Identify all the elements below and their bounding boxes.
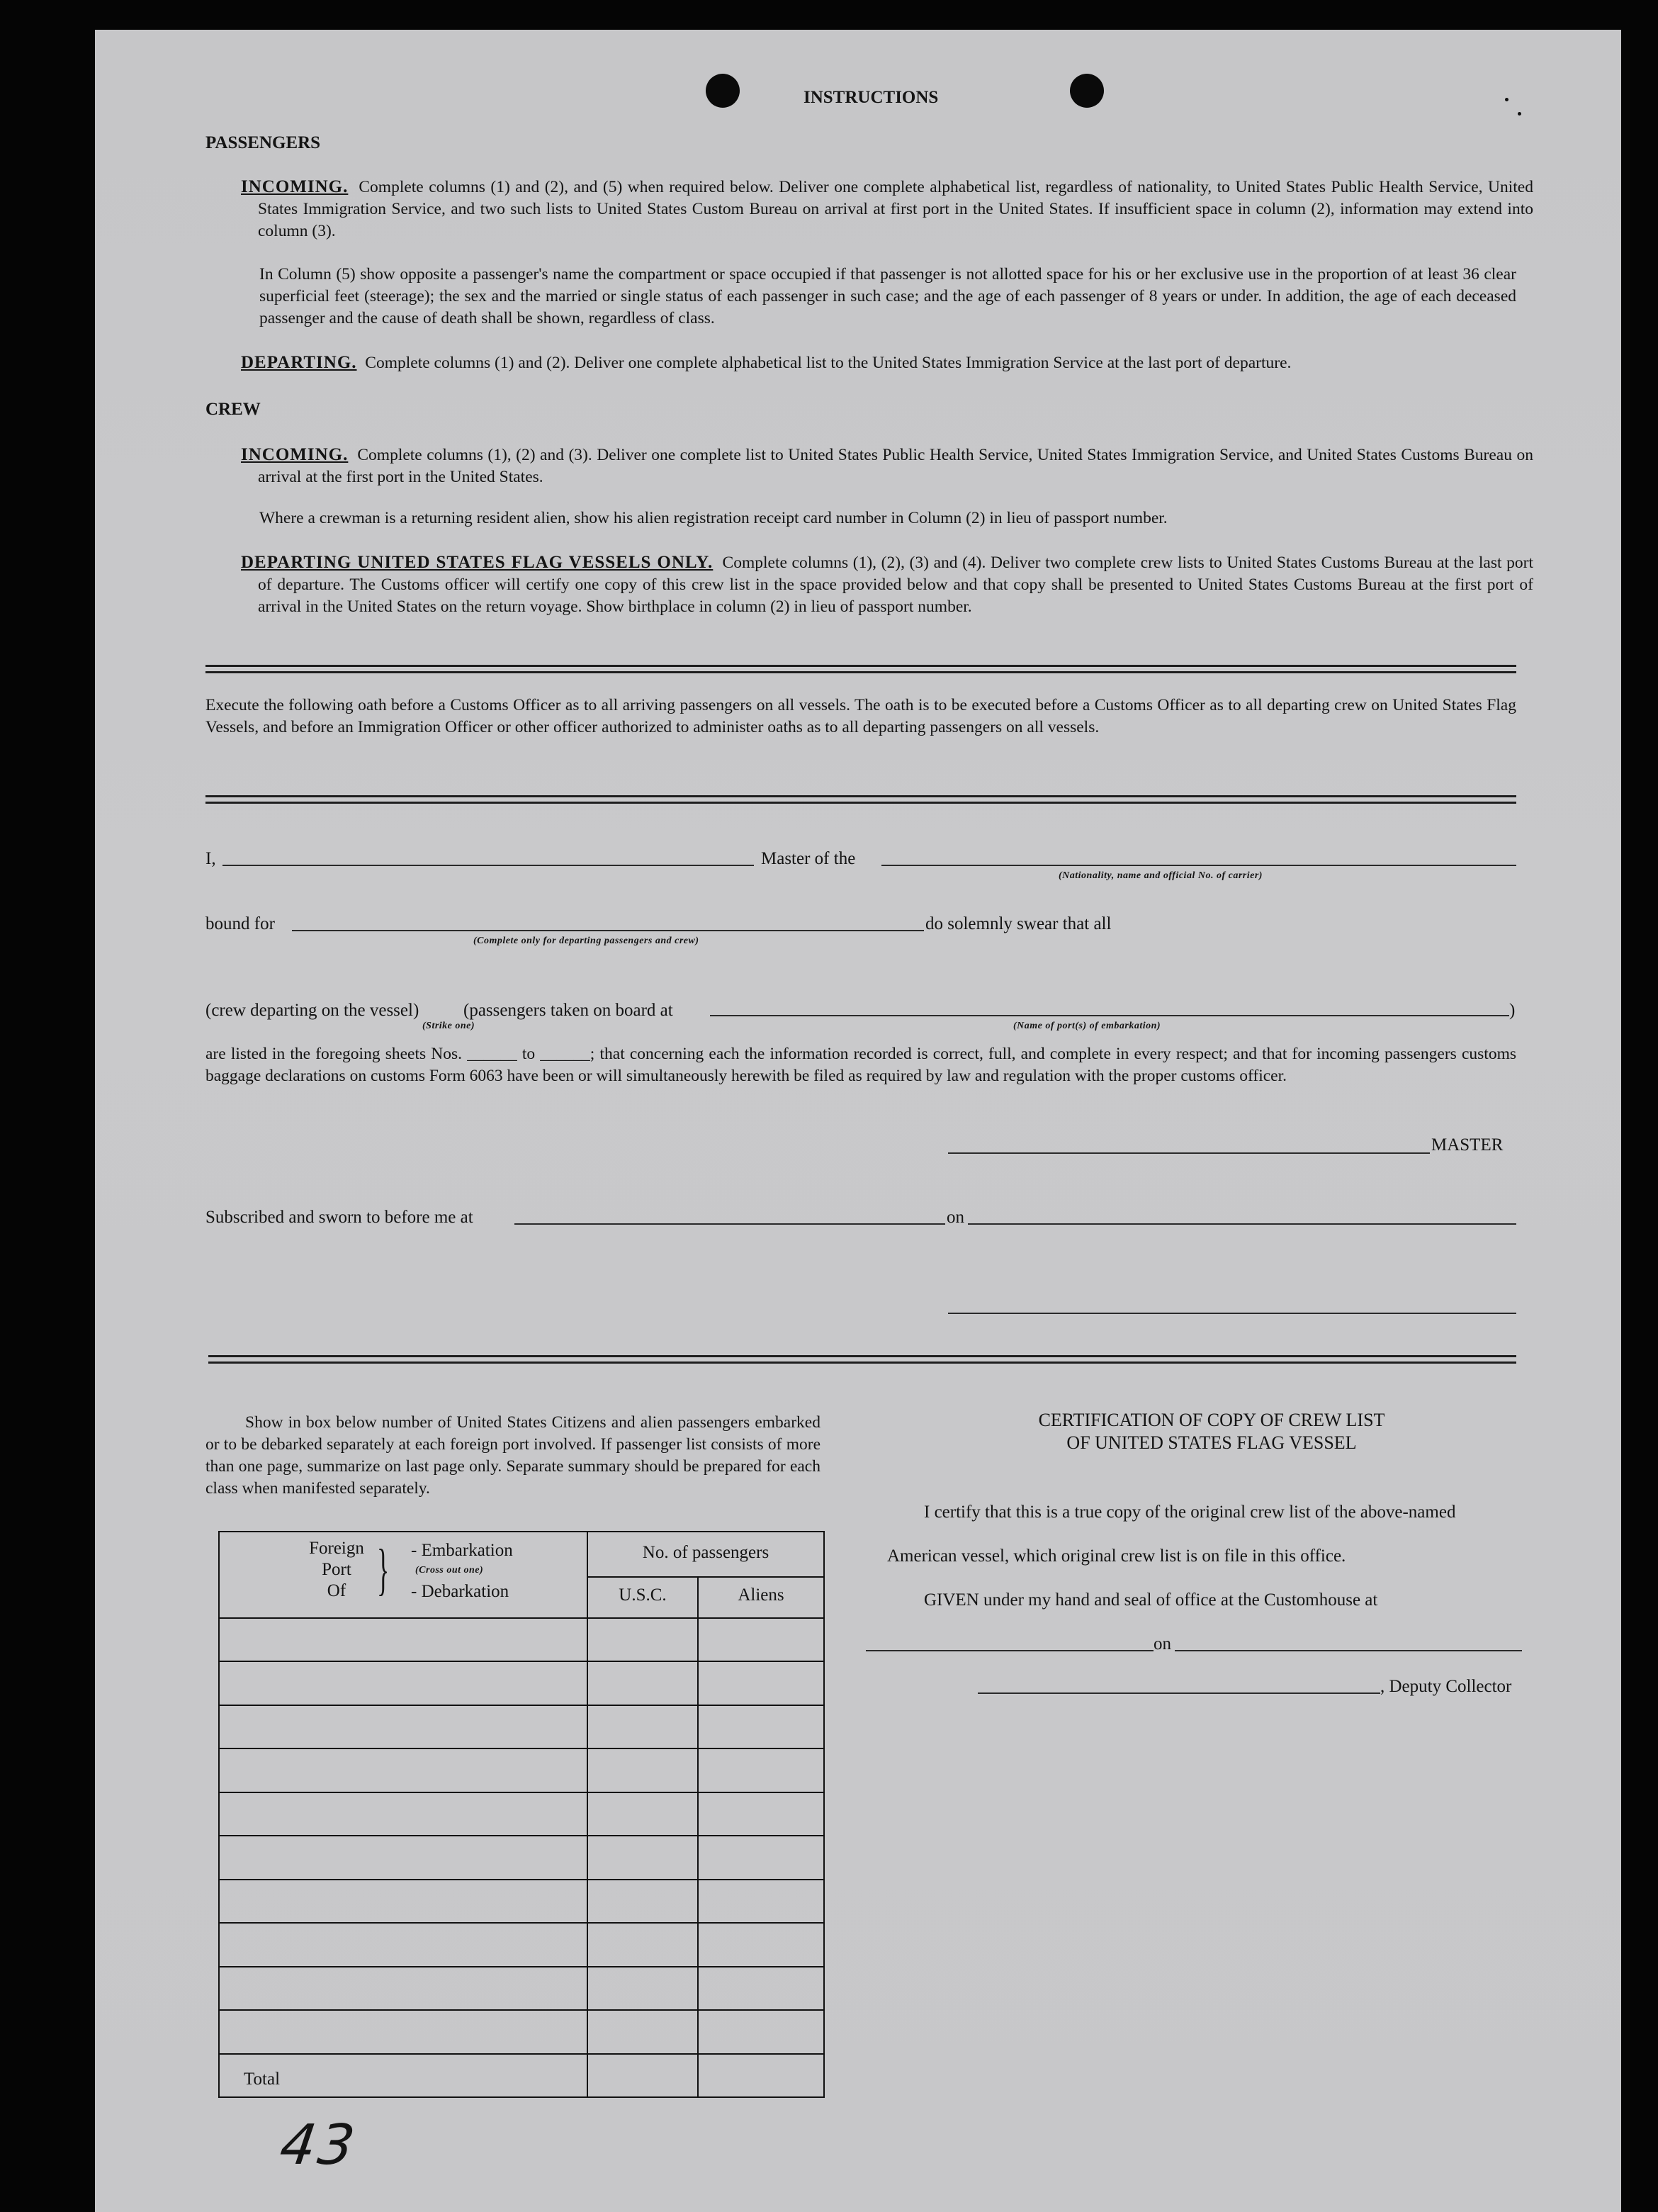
table-row[interactable] xyxy=(220,1792,823,1835)
speck xyxy=(1518,112,1521,116)
table-row[interactable] xyxy=(220,1661,823,1704)
nationality-caption: (Nationality, name and official No. of carrier) xyxy=(1059,870,1263,881)
master-signature-line[interactable] xyxy=(948,1152,1430,1154)
table-row[interactable] xyxy=(220,1835,823,1878)
cert-line2: American vessel, which original crew list is on file in this office. xyxy=(887,1546,1346,1566)
cert-line1: I certify that this is a true copy of the original crew list of the above-named xyxy=(924,1503,1456,1522)
cert-line3: GIVEN under my hand and seal of office at the Customhouse at xyxy=(924,1590,1378,1610)
cert-place-line[interactable] xyxy=(866,1650,1154,1651)
crew-incoming-paragraph xyxy=(241,444,1533,488)
punch-hole-left xyxy=(706,74,740,108)
form-page xyxy=(95,30,1621,2212)
summary-instructions: Show in box below number of United States Citizens and alien passengers embarked or to be debarked separately at each foreign port involved. If passenger list consists of more than one page, summarize on last page only. Separate summary should be prepared for each class when manifested separately. xyxy=(205,1413,820,1498)
cert-title-line1: CERTIFICATION OF COPY OF CREW LIST xyxy=(1038,1410,1385,1430)
master-name-line[interactable] xyxy=(222,865,754,866)
passengers-incoming-text: Complete columns (1) and (2), and (5) when required below. Deliver one complete alphabetical list, regardless of nationality, to United States Public Health Service, United States Immigration Service, and two such lists to United States Custom Bureau on arrival at first port in the United States. If insufficient space in column (2), information may extend into column (3). xyxy=(258,178,1533,240)
port-caption: (Name of port(s) of embarkation) xyxy=(1013,1021,1161,1031)
double-rule xyxy=(208,1355,1516,1364)
page-title: INSTRUCTIONS xyxy=(803,88,939,107)
col-aliens: Aliens xyxy=(738,1585,784,1605)
total-label: Total xyxy=(244,2070,281,2089)
table-row[interactable] xyxy=(220,2053,823,2096)
table-row[interactable] xyxy=(220,1879,823,1922)
col-usc: U.S.C. xyxy=(619,1585,667,1605)
punch-hole-right xyxy=(1070,74,1104,108)
table-row[interactable] xyxy=(220,1966,823,2009)
strike-one-caption: (Strike one) xyxy=(422,1021,475,1031)
brace-icon: } xyxy=(377,1539,390,1601)
crew-incoming-label: INCOMING. xyxy=(241,445,349,464)
master-of-label: Master of the xyxy=(761,849,856,868)
col-port: Port xyxy=(322,1560,351,1579)
on-label: on xyxy=(947,1208,964,1227)
close-paren: ) xyxy=(1509,1001,1516,1020)
passengers-incoming-paragraph xyxy=(241,176,1533,242)
carrier-line[interactable] xyxy=(881,865,1516,866)
passengers-departing-paragraph xyxy=(241,352,1516,374)
table-row[interactable] xyxy=(220,1922,823,1965)
oath-listed-paragraph: are listed in the foregoing sheets Nos. ______ to ______; that concerning each the information recorded is correct, full, and complete in every respect; and that for incoming passengers customs baggage declarations on customs Form 6063 have been or will simultaneously herewith be filed as required by law and regulation with the proper customs officer. xyxy=(205,1045,1516,1085)
deputy-signature-line[interactable] xyxy=(978,1692,1380,1694)
cert-date-line[interactable] xyxy=(1175,1650,1522,1651)
passengers-incoming-label: INCOMING. xyxy=(241,177,349,196)
summary-table xyxy=(218,1531,825,2098)
col-passengers: No. of passengers xyxy=(642,1543,769,1562)
sworn-date-line[interactable] xyxy=(968,1223,1516,1225)
bound-for-line[interactable] xyxy=(292,930,924,931)
crew-heading: CREW xyxy=(205,400,261,419)
complete-only-caption: (Complete only for departing passengers and crew) xyxy=(473,936,699,946)
subscribed-label: Subscribed and sworn to before me at xyxy=(205,1208,473,1227)
col-foreign: Foreign xyxy=(309,1539,364,1558)
master-label: MASTER xyxy=(1431,1135,1504,1155)
bound-for-label: bound for xyxy=(205,914,275,933)
handwritten-page-number: 43 xyxy=(276,2113,361,2177)
sworn-place-line[interactable] xyxy=(514,1223,945,1225)
speck xyxy=(1505,98,1508,101)
table-row[interactable] xyxy=(220,1748,823,1791)
double-rule xyxy=(205,795,1516,804)
embarkation-label: - Embarkation xyxy=(411,1541,513,1560)
crew-departing-paragraph xyxy=(241,551,1533,618)
crew-departing-option: (crew departing on the vessel) xyxy=(205,1001,419,1020)
officer-signature-line[interactable] xyxy=(948,1313,1516,1314)
deputy-collector-label: , Deputy Collector xyxy=(1380,1677,1512,1696)
passengers-departing-label: DEPARTING. xyxy=(241,353,357,372)
passengers-departing-text: Complete columns (1) and (2). Deliver one complete alphabetical list to the United States Immigration Service at the last port of departure. xyxy=(365,354,1292,372)
passengers-taken-option: (passengers taken on board at xyxy=(463,1001,673,1020)
oath-intro: Execute the following oath before a Customs Officer as to all arriving passengers on all vessels. The oath is to be executed before a Customs Officer as to all departing crew on United States Flag Vessels, and before an Immigration Officer or other officer authorized to administer oaths as to all departing passengers on all vessels. xyxy=(205,696,1516,736)
oath-i-label: I, xyxy=(205,849,216,868)
cert-title-line2: OF UNITED STATES FLAG VESSEL xyxy=(1066,1432,1357,1453)
header-divider xyxy=(587,1576,823,1578)
crew-departing-label: DEPARTING UNITED STATES FLAG VESSELS ONLY. xyxy=(241,553,714,572)
crew-incoming-text: Complete columns (1), (2) and (3). Deliver one complete list to United States Public Health Service, United States Immigration Service, and United States Customs Bureau on arrival at the first port in the United States. xyxy=(258,446,1533,486)
passengers-column5-paragraph: In Column (5) show opposite a passenger's name the compartment or space occupied if that passenger is not allotted space for his or her exclusive use in the proportion of at least 36 clear superficial feet (steerage); the sex and the married or single status of each passenger in such case; and the age of each passenger of 8 years or under. In addition, the age of each deceased passenger and the cause of death shall be shown, regardless of class. xyxy=(259,265,1516,327)
cross-out-caption: (Cross out one) xyxy=(415,1565,484,1576)
debarkation-label: - Debarkation xyxy=(411,1582,509,1601)
swear-label: do solemnly swear that all xyxy=(925,914,1112,933)
table-row[interactable] xyxy=(220,2009,823,2053)
table-row[interactable] xyxy=(220,1705,823,1748)
cert-on-label: on xyxy=(1154,1634,1171,1654)
col-of: Of xyxy=(327,1581,346,1600)
double-rule xyxy=(205,665,1516,673)
passengers-heading: PASSENGERS xyxy=(205,133,321,152)
crew-departing-text: Complete columns (1), (2), (3) and (4). Deliver two complete crew lists to United States Customs Bureau at the last port of departure. The Customs officer will certify one copy of this crew list in the space provided below and that copy shall be presented to United States Customs Bureau at the first port of arrival in the United States on the return voyage. Show birthplace in column (2) in lieu of passport number. xyxy=(258,554,1534,616)
table-row[interactable] xyxy=(220,1617,823,1661)
crew-resident-paragraph: Where a crewman is a returning resident alien, show his alien registration receipt card number in Column (2) in lieu of passport number. xyxy=(259,509,1168,527)
embarkation-port-line[interactable] xyxy=(710,1015,1509,1016)
